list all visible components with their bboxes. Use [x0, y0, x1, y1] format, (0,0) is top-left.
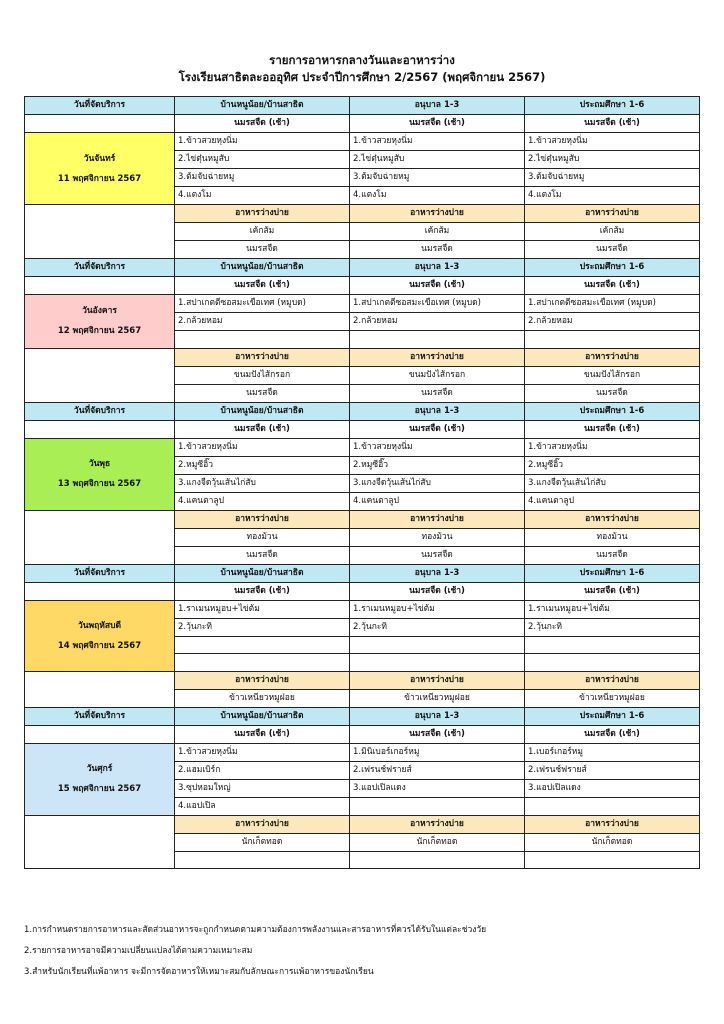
document-title: [0, 52, 724, 86]
day-name: วันพุธ: [88, 459, 111, 469]
lunch-item: 2.วุ้นกะทิ: [175, 618, 350, 636]
milk-morning-cell: นมรสจืด (เช้า): [525, 725, 700, 743]
snack-header-cell: อาหารว่างบ่าย: [350, 205, 525, 223]
milk-morning-cell: นมรสจืด (เช้า): [175, 420, 350, 438]
header-col-kindergarten: อนุบาล 1-3: [350, 402, 525, 420]
snack-item: นักเก็ตทอด: [350, 833, 525, 851]
header-col-baan-noo-noi: บ้านหนูน้อย/บ้านสาธิต: [175, 97, 350, 115]
snack-item: เค้กส้ม: [175, 223, 350, 241]
lunch-item: 2.หมูซีอิ๊ว: [175, 456, 350, 474]
day-label-top-blank: [25, 277, 175, 295]
milk-morning-cell: นมรสจืด (เช้า): [350, 277, 525, 295]
snack-item: ทองม้วน: [350, 528, 525, 546]
lunch-item: 3.แกงจืดวุ้นเส้นไก่สับ: [175, 474, 350, 492]
lunch-item: 1.ราเมนหมูอบ+ไข่ต้ม: [175, 600, 350, 618]
day-label: [25, 743, 175, 815]
snack-header-cell: อาหารว่างบ่าย: [175, 815, 350, 833]
snack-header-row: [25, 510, 700, 528]
day-date: 11 พฤศจิกายน 2567: [57, 173, 142, 184]
day-label-top-blank: [25, 725, 175, 743]
note-2: 2.รายการอาหารอาจมีความเปลี่ยนแปลงได้ตามความเหมาะสม: [24, 946, 253, 956]
header-day-col: วันที่จัดบริการ: [25, 259, 175, 277]
lunch-item: [350, 636, 525, 654]
snack-header-cell: อาหารว่างบ่าย: [350, 815, 525, 833]
snack-header-row: [25, 815, 700, 833]
lunch-item: 2.หมูซีอิ๊ว: [350, 456, 525, 474]
milk-morning-cell: นมรสจืด (เช้า): [525, 582, 700, 600]
header-col-baan-noo-noi: บ้านหนูน้อย/บ้านสาธิต: [175, 564, 350, 582]
lunch-item: 1.สปาเกตตีซอสมะเขือเทศ (หมูบด): [175, 295, 350, 313]
lunch-row: [25, 295, 700, 313]
snack-header-cell: อาหารว่างบ่าย: [350, 348, 525, 366]
note-1: 1.การกำหนดรายการอาหารและสัดส่วนอาหารจะถูกกำหนดตามความต้องการพลังงานและสารอาหารที่ควรได้รับในแต่ละช่วงวัย: [24, 925, 487, 935]
header-col-primary: ประถมศึกษา 1-6: [525, 97, 700, 115]
snack-header-row: [25, 348, 700, 366]
snack-item: นักเก็ตทอด: [525, 833, 700, 851]
milk-afternoon-cell: [525, 851, 700, 869]
lunch-item: 3.ต้มจับฉ่ายหมู: [175, 169, 350, 187]
lunch-item: 3.แอปเปิลแดง: [525, 779, 700, 797]
lunch-item: 1.ราเมนหมูอบ+ไข่ต้ม: [525, 600, 700, 618]
day-name: วันจันทร์: [83, 153, 116, 164]
lunch-item: [525, 797, 700, 815]
snack-header-cell: อาหารว่างบ่าย: [175, 671, 350, 689]
lunch-item: [525, 654, 700, 672]
snack-item: ข้าวเหนียวหมูฝอย: [525, 689, 700, 707]
snack-header-cell: อาหารว่างบ่าย: [525, 671, 700, 689]
milk-afternoon-cell: นมรสจืด: [350, 546, 525, 564]
lunch-item: 3.ต้มจับฉ่ายหมู: [525, 169, 700, 187]
header-col-primary: ประถมศึกษา 1-6: [525, 259, 700, 277]
milk-morning-cell: นมรสจืด (เช้า): [350, 420, 525, 438]
lunch-item: [175, 636, 350, 654]
day-header-row: [25, 564, 700, 582]
header-col-kindergarten: อนุบาล 1-3: [350, 564, 525, 582]
milk-morning-cell: นมรสจืด (เช้า): [525, 277, 700, 295]
milk-morning-cell: นมรสจืด (เช้า): [350, 725, 525, 743]
day-label: [25, 600, 175, 671]
snack-header-cell: อาหารว่างบ่าย: [175, 348, 350, 366]
lunch-item: 4.แตงโม: [525, 187, 700, 205]
milk-afternoon-cell: นมรสจืด: [350, 241, 525, 259]
lunch-item: 1.สปาเกตตีซอสมะเขือเทศ (หมูบด): [525, 295, 700, 313]
header-col-baan-noo-noi: บ้านหนูน้อย/บ้านสาธิต: [175, 707, 350, 725]
snack-header-cell: อาหารว่างบ่าย: [525, 510, 700, 528]
snack-item: เค้กส้ม: [525, 223, 700, 241]
lunch-item: 4.แคนตาลูป: [175, 492, 350, 510]
lunch-item: 1.ข้าวสวยหุงนิ่ม: [175, 438, 350, 456]
day-label-bottom-blank: [25, 815, 175, 869]
day-name: วันศุกร์: [86, 764, 113, 774]
lunch-item: 1.ข้าวสวยหุงนิ่ม: [525, 133, 700, 151]
lunch-item: 1.ข้าวสวยหุงนิ่ม: [175, 743, 350, 761]
lunch-item: [350, 797, 525, 815]
header-col-primary: ประถมศึกษา 1-6: [525, 707, 700, 725]
snack-item: เค้กส้ม: [350, 223, 525, 241]
lunch-item: 4.แคนตาลูป: [525, 492, 700, 510]
lunch-item: [350, 654, 525, 672]
snack-item: ทองม้วน: [175, 528, 350, 546]
milk-afternoon-cell: [175, 851, 350, 869]
lunch-item: 2.ไข่ตุ๋นหมูสับ: [350, 151, 525, 169]
day-header-row: [25, 707, 700, 725]
lunch-item: [350, 331, 525, 349]
header-col-primary: ประถมศึกษา 1-6: [525, 402, 700, 420]
lunch-item: [525, 636, 700, 654]
milk-afternoon-cell: นมรสจืด: [175, 384, 350, 402]
day-label: [25, 133, 175, 205]
day-label: [25, 295, 175, 349]
lunch-item: [175, 331, 350, 349]
milk-morning-cell: นมรสจืด (เช้า): [525, 115, 700, 133]
lunch-item: 2.เฟรนช์ฟรายส์: [525, 761, 700, 779]
day-date: 12 พฤศจิกายน 2567: [57, 326, 142, 337]
snack-header-cell: อาหารว่างบ่าย: [525, 815, 700, 833]
lunch-item: 1.สปาเกตตีซอสมะเขือเทศ (หมูบด): [350, 295, 525, 313]
snack-item: ข้าวเหนียวหมูฝอย: [350, 689, 525, 707]
lunch-item: 1.เบอร์เกอร์หมู: [525, 743, 700, 761]
lunch-item: 2.วุ้นกะทิ: [525, 618, 700, 636]
milk-afternoon-cell: นมรสจืด: [525, 241, 700, 259]
milk-afternoon-cell: นมรสจืด: [175, 241, 350, 259]
lunch-item: 2.กล้วยหอม: [525, 313, 700, 331]
lunch-item: 2.หมูซีอิ๊ว: [525, 456, 700, 474]
milk-afternoon-cell: นมรสจืด: [525, 546, 700, 564]
lunch-item: [175, 654, 350, 672]
day-date: 13 พฤศจิกายน 2567: [57, 479, 142, 489]
lunch-row: [25, 133, 700, 151]
header-day-col: วันที่จัดบริการ: [25, 707, 175, 725]
lunch-row: [25, 600, 700, 618]
day-header-row: [25, 402, 700, 420]
snack-item: ขนมปังไส้กรอก: [525, 366, 700, 384]
day-header-row: [25, 97, 700, 115]
note-3: 3.สำหรับนักเรียนที่แพ้อาหาร จะมีการจัดอาหารให้เหมาะสมกับลักษณะการแพ้อาหารของนักเรียน: [24, 967, 374, 977]
day-label-bottom-blank: [25, 671, 175, 707]
day-label-bottom-blank: [25, 205, 175, 259]
lunch-item: 4.แคนตาลูป: [350, 492, 525, 510]
title-line-1: รายการอาหารกลางวันและอาหารว่าง: [269, 53, 455, 67]
title-line-2: โรงเรียนสาธิตละอออุทิศ ประจำปีการศึกษา 2/2567 (พฤศจิกายน 2567): [178, 70, 546, 84]
lunch-item: 3.แกงจืดวุ้นเส้นไก่สับ: [350, 474, 525, 492]
snack-header-cell: อาหารว่างบ่าย: [175, 510, 350, 528]
day-label-bottom-blank: [25, 510, 175, 564]
milk-morning-row: [25, 420, 700, 438]
milk-morning-cell: นมรสจืด (เช้า): [350, 115, 525, 133]
lunch-row: [25, 438, 700, 456]
header-col-kindergarten: อนุบาล 1-3: [350, 97, 525, 115]
snack-item: ข้าวเหนียวหมูฝอย: [175, 689, 350, 707]
day-date: 15 พฤศจิกายน 2567: [57, 784, 142, 794]
lunch-item: 4.แตงโม: [350, 187, 525, 205]
milk-morning-cell: นมรสจืด (เช้า): [175, 582, 350, 600]
day-date: 14 พฤศจิกายน 2567: [57, 640, 142, 651]
lunch-item: 4.แอปเปิล: [175, 797, 350, 815]
day-label-top-blank: [25, 582, 175, 600]
milk-morning-cell: นมรสจืด (เช้า): [175, 277, 350, 295]
lunch-item: 2.วุ้นกะทิ: [350, 618, 525, 636]
snack-item: ขนมปังไส้กรอก: [175, 366, 350, 384]
day-label-bottom-blank: [25, 348, 175, 402]
milk-morning-cell: นมรสจืด (เช้า): [175, 725, 350, 743]
snack-header-row: [25, 671, 700, 689]
header-col-baan-noo-noi: บ้านหนูน้อย/บ้านสาธิต: [175, 259, 350, 277]
lunch-item: 4.แตงโม: [175, 187, 350, 205]
lunch-item: 1.ข้าวสวยหุงนิ่ม: [350, 438, 525, 456]
lunch-item: 1.ข้าวสวยหุงนิ่ม: [525, 438, 700, 456]
header-day-col: วันที่จัดบริการ: [25, 564, 175, 582]
day-header-row: [25, 259, 700, 277]
milk-morning-row: [25, 582, 700, 600]
header-col-kindergarten: อนุบาล 1-3: [350, 259, 525, 277]
milk-morning-cell: นมรสจืด (เช้า): [525, 420, 700, 438]
milk-afternoon-cell: นมรสจืด: [525, 384, 700, 402]
lunch-item: 3.แอปเปิลแดง: [350, 779, 525, 797]
lunch-item: 1.ข้าวสวยหุงนิ่ม: [175, 133, 350, 151]
snack-header-row: [25, 205, 700, 223]
snack-item: นักเก็ตทอด: [175, 833, 350, 851]
snack-header-cell: อาหารว่างบ่าย: [350, 671, 525, 689]
snack-item: ขนมปังไส้กรอก: [350, 366, 525, 384]
day-label: [25, 438, 175, 510]
milk-morning-cell: นมรสจืด (เช้า): [350, 582, 525, 600]
lunch-item: 3.ต้มจับฉ่ายหมู: [350, 169, 525, 187]
milk-morning-row: [25, 725, 700, 743]
lunch-item: 3.แกงจืดวุ้นเส้นไก่สับ: [525, 474, 700, 492]
header-col-kindergarten: อนุบาล 1-3: [350, 707, 525, 725]
header-day-col: วันที่จัดบริการ: [25, 97, 175, 115]
lunch-item: 1.ข้าวสวยหุงนิ่ม: [350, 133, 525, 151]
notes: [24, 920, 486, 983]
header-col-primary: ประถมศึกษา 1-6: [525, 564, 700, 582]
milk-afternoon-cell: นมรสจืด: [350, 384, 525, 402]
lunch-item: 1.มินิเบอร์เกอร์หมู: [350, 743, 525, 761]
snack-header-cell: อาหารว่างบ่าย: [525, 205, 700, 223]
lunch-row: [25, 743, 700, 761]
day-name: วันพฤหัสบดี: [77, 620, 122, 631]
snack-header-cell: อาหารว่างบ่าย: [525, 348, 700, 366]
day-label-top-blank: [25, 115, 175, 133]
lunch-item: 2.กล้วยหอม: [350, 313, 525, 331]
snack-header-cell: อาหารว่างบ่าย: [350, 510, 525, 528]
day-name: วันอังคาร: [82, 306, 117, 317]
milk-morning-row: [25, 277, 700, 295]
lunch-item: 2.กล้วยหอม: [175, 313, 350, 331]
lunch-item: 2.เฟรนช์ฟรายส์: [350, 761, 525, 779]
milk-morning-row: [25, 115, 700, 133]
lunch-item: 3.ซุปหอมใหญ่: [175, 779, 350, 797]
lunch-item: 2.ไข่ตุ๋นหมูสับ: [525, 151, 700, 169]
menu-table: [24, 96, 700, 869]
lunch-item: 2.แฮมเบิร์ก: [175, 761, 350, 779]
header-day-col: วันที่จัดบริการ: [25, 402, 175, 420]
header-col-baan-noo-noi: บ้านหนูน้อย/บ้านสาธิต: [175, 402, 350, 420]
milk-afternoon-cell: [350, 851, 525, 869]
milk-afternoon-cell: นมรสจืด: [175, 546, 350, 564]
lunch-item: [525, 331, 700, 349]
lunch-item: 2.ไข่ตุ๋นหมูสับ: [175, 151, 350, 169]
milk-morning-cell: นมรสจืด (เช้า): [175, 115, 350, 133]
snack-item: ทองม้วน: [525, 528, 700, 546]
lunch-item: 1.ราเมนหมูอบ+ไข่ต้ม: [350, 600, 525, 618]
day-label-top-blank: [25, 420, 175, 438]
snack-header-cell: อาหารว่างบ่าย: [175, 205, 350, 223]
